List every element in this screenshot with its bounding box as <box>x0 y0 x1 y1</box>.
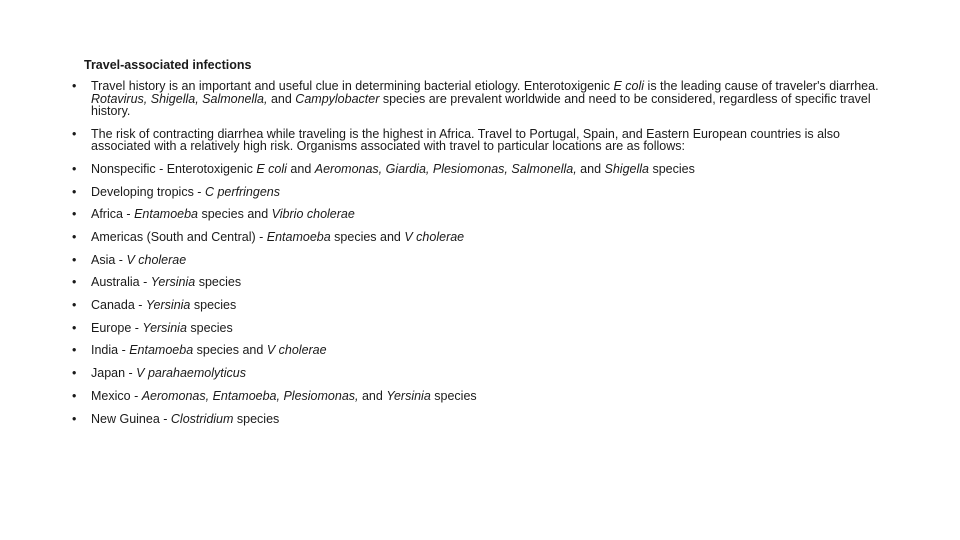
italic-text: Campylobacter <box>295 91 380 106</box>
italic-text: Yersinia <box>145 298 191 313</box>
bullet-text: and <box>267 91 296 106</box>
bullet-item <box>72 186 892 199</box>
italic-text: V parahaemolyticus <box>136 366 246 381</box>
italic-text: Shigella <box>604 161 649 176</box>
bullet-item <box>72 322 892 335</box>
bullet-text: India - <box>91 343 130 358</box>
bullet-dot-icon: • <box>72 252 77 267</box>
bullet-text: species and <box>198 207 272 222</box>
italic-text: E coli <box>256 161 287 176</box>
italic-text: Yersinia <box>386 388 431 403</box>
slide-title: Travel-associated infections <box>84 58 252 72</box>
italic-text: Entamoeba <box>266 230 331 245</box>
bullet-dot-icon: • <box>72 184 77 199</box>
bullet-item <box>72 390 892 403</box>
bullet-item <box>72 254 892 267</box>
bullet-text: and <box>286 161 315 176</box>
bullet-text: Asia - <box>91 252 127 267</box>
bullet-text: Canada - <box>91 298 146 313</box>
italic-text: V cholerae <box>126 252 187 267</box>
italic-text: C perfringens <box>204 184 280 199</box>
bullet-dot-icon: • <box>72 126 77 141</box>
bullet-text: species <box>190 298 237 313</box>
bullet-dot-icon: • <box>72 230 77 245</box>
bullet-dot-icon: • <box>72 298 77 313</box>
italic-text: Yersinia <box>142 320 187 335</box>
bullet-dot-icon: • <box>72 411 77 426</box>
italic-text: Entamoeba <box>134 207 198 222</box>
bullet-item <box>72 299 892 312</box>
italic-text: Aeromonas, Giardia, Plesiomonas, Salmonella, <box>314 161 577 176</box>
bullet-dot-icon: • <box>72 161 77 176</box>
bullet-dot-icon: • <box>72 366 77 381</box>
bullet-text: and <box>358 388 387 403</box>
bullet-text: Travel history is an important and useful clue in determining bacterial etiology. Enterotoxigenic <box>91 79 614 93</box>
bullet-text: species and <box>330 230 405 245</box>
bullet-text: Mexico - <box>91 388 142 403</box>
bullet-dot-icon: • <box>72 320 77 335</box>
bullet-text: species are prevalent worldwide and need to be considered, regardless of specific travel history. <box>91 91 871 119</box>
bullet-text: Europe - <box>91 320 143 335</box>
bullet-text: species <box>186 320 233 335</box>
bullet-text: species and <box>193 343 267 358</box>
bullet-text: species <box>233 411 280 426</box>
italic-text: E coli <box>613 79 645 93</box>
bullet-text: The risk of contracting diarrhea while traveling is the highest in Africa. Travel to Portugal, Spain, and Eastern European countries is also associated with a relatively high risk. Organisms associated with travel to particular locations are as follows: <box>91 126 841 154</box>
bullet-dot-icon: • <box>72 388 77 403</box>
bullet-dot-icon: • <box>72 79 77 93</box>
italic-text: Rotavirus, Shigella, Salmonella, <box>91 91 268 106</box>
bullet-item <box>72 231 892 244</box>
bullet-text: species <box>648 161 695 176</box>
italic-text: Entamoeba <box>129 343 194 358</box>
bullet-list <box>72 80 892 435</box>
bullet-text: Developing tropics - <box>91 184 205 199</box>
bullet-text: species <box>430 388 477 403</box>
bullet-item <box>72 367 892 380</box>
bullet-text: is the leading cause of traveler's diarrhea. <box>644 79 879 93</box>
bullet-dot-icon: • <box>72 275 77 290</box>
bullet-text: Americas (South and Central) - <box>91 230 267 245</box>
bullet-item <box>72 163 892 176</box>
bullet-item <box>72 276 892 289</box>
bullet-item <box>72 128 892 153</box>
bullet-item <box>72 344 892 357</box>
bullet-text: Africa - <box>91 207 135 222</box>
bullet-dot-icon: • <box>72 207 77 222</box>
bullet-text: Australia - <box>91 275 151 290</box>
italic-text: V cholerae <box>404 230 465 245</box>
bullet-text: and <box>576 161 605 176</box>
italic-text: Aeromonas, Entamoeba, Plesiomonas, <box>141 388 359 403</box>
bullet-text: species <box>195 275 242 290</box>
italic-text: Clostridium <box>170 411 234 426</box>
bullet-item <box>72 208 892 221</box>
bullet-item <box>72 413 892 426</box>
bullet-text: Japan - <box>91 366 137 381</box>
bullet-text: Nonspecific - Enterotoxigenic <box>91 161 257 176</box>
italic-text: Yersinia <box>150 275 196 290</box>
italic-text: V cholerae <box>266 343 327 358</box>
italic-text: Vibrio cholerae <box>271 207 355 222</box>
bullet-item <box>72 80 892 118</box>
bullet-dot-icon: • <box>72 343 77 358</box>
bullet-text: New Guinea - <box>91 411 171 426</box>
